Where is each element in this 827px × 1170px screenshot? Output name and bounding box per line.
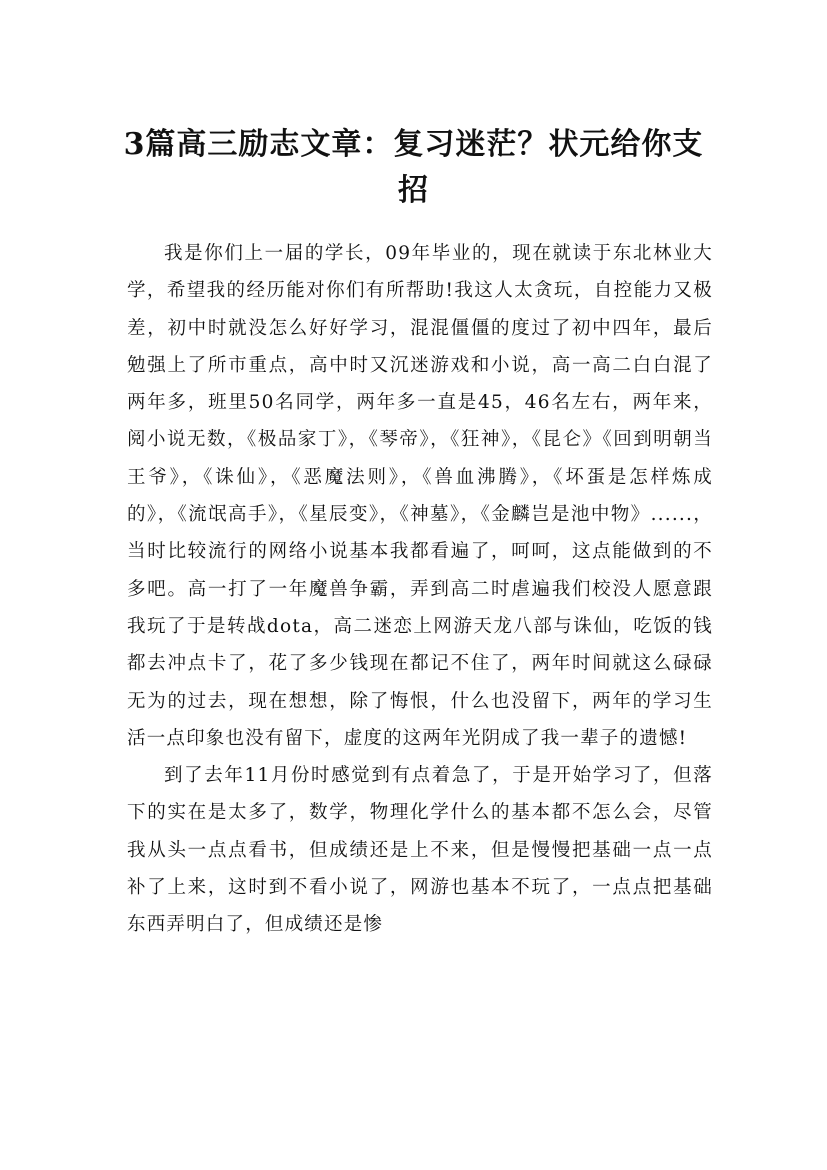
paragraph-1: 我是你们上一届的学长，09年毕业的，现在就读于东北林业大学，希望我的经历能对你们有所帮助!我这人太贪玩，自控能力又极差，初中时就没怎么好好学习，混混僵僵的度过了初中四年，最后勉强上了所市重点，高中时又沉迷游戏和小说，高一高二白白混了两年多，班里50名同学，两年多一直是45，46名左右，两年来，阅小说无数，《极品家丁》，《琴帝》，《狂神》，《昆仑》《回到明朝当王爷》，《诛仙》，《恶魔法则》，《兽血沸腾》，《坏蛋是怎样炼成的》，《流氓高手》，《星辰变》，《神墓》，《金麟岂是池中物》......，当时比较流行的网络小说基本我都看遍了，呵呵，这点能做到的不多吧。高一打了一年魔兽争霸，弄到高二时虐遍我们校没人愿意跟我玩了于是转战dota，高二迷恋上网游天龙八部与诛仙，吃饭的钱都去冲点卡了，花了多少钱现在都记不住了，两年时间就这么碌碌无为的过去，现在想想，除了悔恨，什么也没留下，两年的学习生活一点印象也没有留下，虚度的这两年光阴成了我一辈子的遗憾! — [127, 243, 713, 749]
page-title: 3篇高三励志文章：复习迷茫？状元给你支招 — [123, 127, 704, 209]
paragraph-2: 到了去年11月份时感觉到有点着急了，于是开始学习了，但落下的实在是太多了，数学，物理化学什么的基本都不怎么会，尽管我从头一点点看书，但成绩还是上不来，但是慢慢把基础一点一点补了上来，这时到不看小说了，网游也基本不玩了，一点点把基础东西弄明白了，但成绩还是惨 — [127, 765, 713, 936]
article-body — [127, 235, 713, 944]
